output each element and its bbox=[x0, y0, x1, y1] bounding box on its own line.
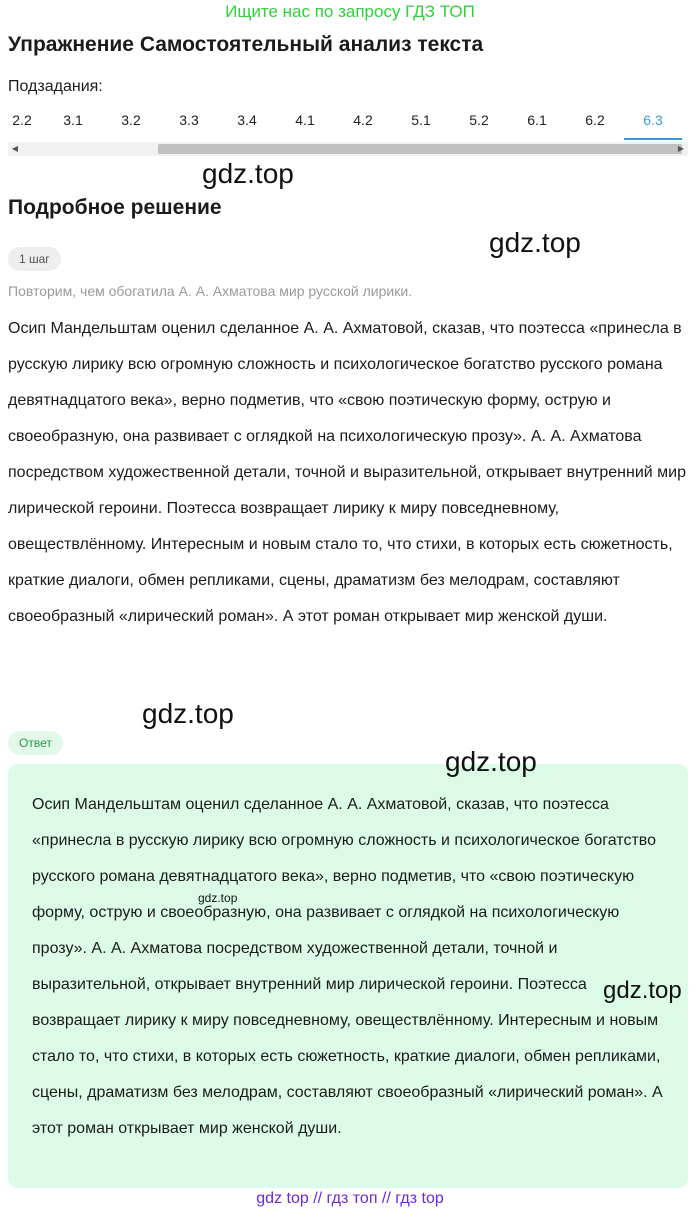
answer-badge: Ответ bbox=[8, 731, 63, 755]
subtask-tab[interactable]: 3.1 bbox=[63, 112, 83, 128]
subtask-tab[interactable]: 6.2 bbox=[585, 112, 605, 128]
step-hint: Повторим, чем обогатила А. А. Ахматова мир русской лирики. bbox=[8, 283, 413, 299]
subtask-tabs bbox=[0, 100, 700, 140]
search-banner: Ищите нас по запросу ГДЗ ТОП bbox=[225, 2, 475, 21]
subtasks-label: Подзадания: bbox=[8, 78, 103, 95]
subtask-tab[interactable]: 3.3 bbox=[179, 112, 199, 128]
footer-links: gdz top // гдз топ // гдз top bbox=[256, 1190, 444, 1207]
subtask-tab[interactable]: 3.2 bbox=[121, 112, 141, 128]
solution-title: Подробное решение bbox=[8, 196, 222, 219]
watermark: gdz.top bbox=[489, 227, 581, 258]
scroll-right-icon[interactable]: ▶ bbox=[677, 144, 685, 153]
scroll-left-icon[interactable]: ◀ bbox=[11, 144, 19, 153]
answer-text: Осип Мандельштам оценил сделанное А. А. Ахматовой, сказав, что поэтесса «принесла в русскую лирику всю огромную сложность и психологическое богатство русского романа девятнадцатого века», верно подметив, что «свою поэтическую форму, острую и своеобразную, она развивает с оглядкой на психологическую прозу». А. А. Ахматова посредством художественной детали, точной и выразительной, открывает внутренний мир лирической героини. Поэтесса возвращает лирику к миру повседневному, овеществлённому. Интересным и новым стало то, что стихи, в которых есть сюжетность, краткие диалоги, обмен репликами, сцены, драматизм без мелодрам, составляют своеобразный «лирический роман». А этот роман открывает мир женской души. bbox=[32, 796, 663, 1137]
solution-text: Осип Мандельштам оценил сделанное А. А. Ахматовой, сказав, что поэтесса «принесла в русскую лирику всю огромную сложность и психологическое богатство русского романа девятнадцатого века», верно подметив, что «свою поэтическую форму, острую и своеобразную, она развивает с оглядкой на психологическую прозу». А. А. Ахматова посредством художественной детали, точной и выразительной, открывает внутренний мир лирической героини. Поэтесса возвращает лирику к миру повседневному, овеществлённому. Интересным и новым стало то, что стихи, в которых есть сюжетность, краткие диалоги, обмен репликами, сцены, драматизм без мелодрам, составляют своеобразный «лирический роман». А этот роман открывает мир женской души. bbox=[8, 320, 686, 625]
subtask-tab[interactable]: 5.2 bbox=[469, 112, 489, 128]
horizontal-scrollbar[interactable] bbox=[8, 142, 688, 156]
watermark: gdz.top bbox=[198, 891, 238, 905]
watermark: gdz.top bbox=[142, 698, 234, 729]
exercise-title: Упражнение Самостоятельный анализ текста bbox=[8, 33, 484, 56]
subtask-tab-active[interactable]: 6.3 bbox=[624, 100, 682, 140]
watermark: gdz.top bbox=[603, 977, 682, 1004]
step-badge: 1 шаг bbox=[8, 247, 61, 271]
subtask-tab[interactable]: 5.1 bbox=[411, 112, 431, 128]
watermark: gdz.top bbox=[202, 158, 294, 189]
subtask-tab[interactable]: 3.4 bbox=[237, 112, 257, 128]
subtask-tab[interactable]: 4.1 bbox=[295, 112, 315, 128]
subtask-tab[interactable]: 2.2 bbox=[12, 112, 32, 128]
scrollbar-thumb[interactable] bbox=[158, 144, 682, 154]
subtask-tab[interactable]: 4.2 bbox=[353, 112, 373, 128]
watermark: gdz.top bbox=[445, 746, 537, 777]
subtask-tab[interactable]: 6.1 bbox=[527, 112, 547, 128]
